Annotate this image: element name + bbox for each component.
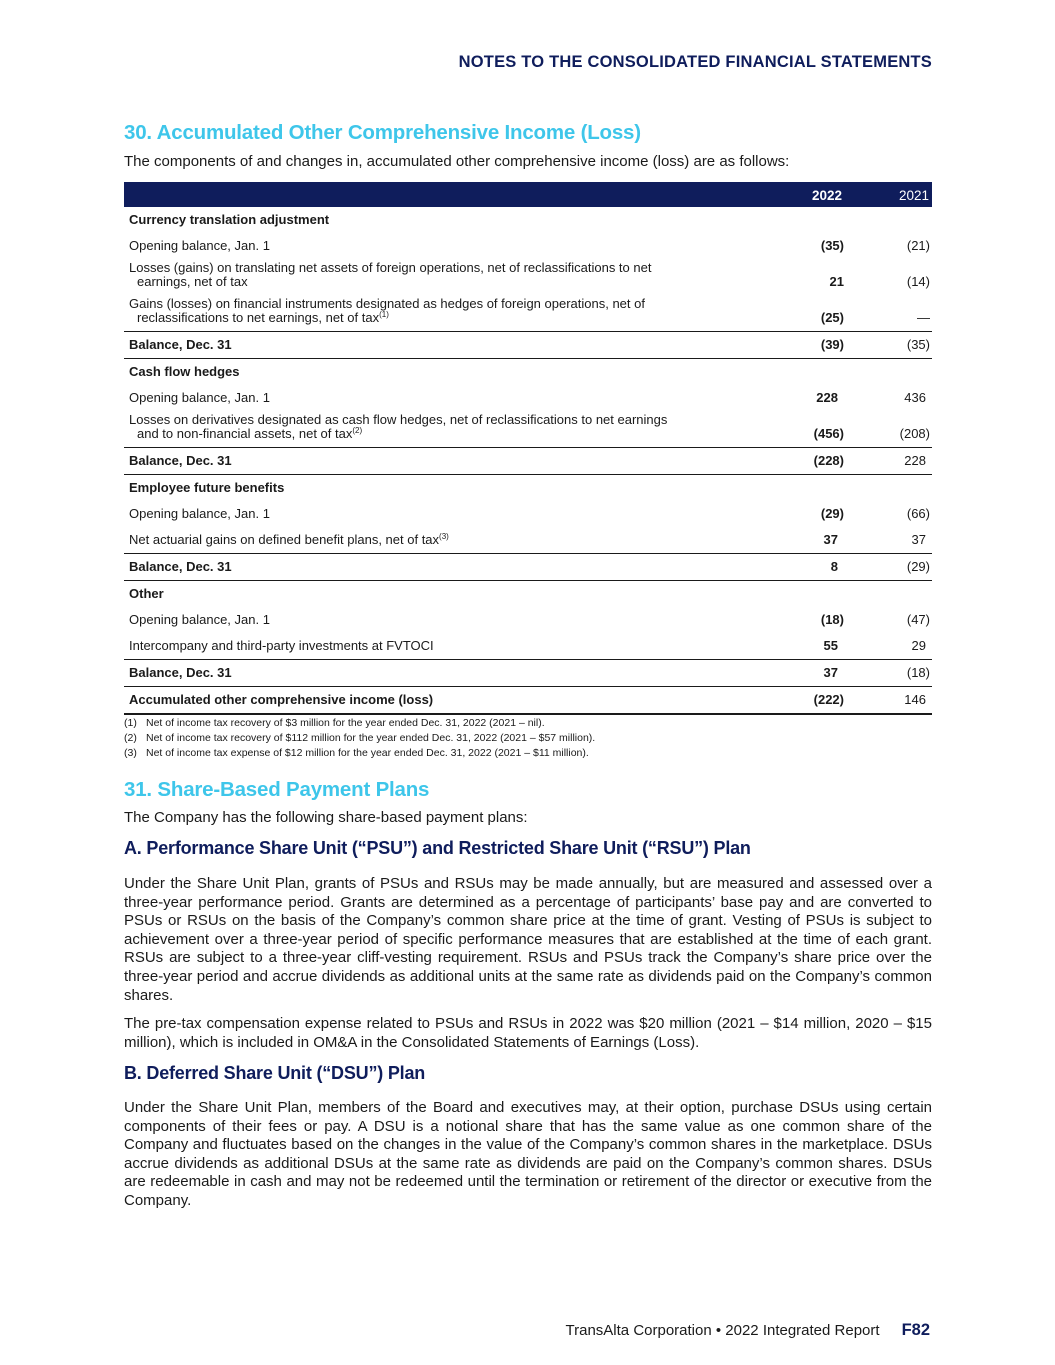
table-row bbox=[124, 331, 932, 358]
value-2021: 436 bbox=[904, 390, 926, 405]
table-row bbox=[124, 686, 932, 715]
row-label: Opening balance, Jan. 1 bbox=[129, 506, 270, 521]
table-row bbox=[124, 527, 932, 553]
value-2021: (29) bbox=[906, 559, 930, 574]
page-footer bbox=[566, 1321, 930, 1340]
row-label: Cash flow hedges bbox=[129, 364, 240, 379]
row-label: Other bbox=[129, 586, 164, 601]
row-label: Losses (gains) on translating net assets of foreign operations, net of reclassifications to net earnings, net of tax bbox=[129, 260, 652, 289]
value-2022: 37 bbox=[823, 532, 838, 547]
row-label: Balance, Dec. 31 bbox=[129, 665, 232, 680]
page-number: F82 bbox=[901, 1321, 930, 1339]
value-2022: 8 bbox=[830, 559, 838, 574]
footnote: (1) Net of income tax recovery of $3 million for the year ended Dec. 31, 2022 (2021 – nil). bbox=[124, 717, 545, 729]
aoci-table bbox=[124, 182, 932, 715]
table-row bbox=[124, 259, 932, 295]
table-row bbox=[124, 633, 932, 659]
value-2022: (222) bbox=[813, 692, 844, 707]
running-header: NOTES TO THE CONSOLIDATED FINANCIAL STATEMENTS bbox=[458, 53, 932, 71]
value-2021: (208) bbox=[899, 426, 930, 441]
row-label: Opening balance, Jan. 1 bbox=[129, 238, 270, 253]
value-2022: 55 bbox=[823, 638, 838, 653]
subsection-b-title: B. Deferred Share Unit (“DSU”) Plan bbox=[124, 1063, 426, 1083]
value-2021: 146 bbox=[904, 692, 926, 707]
value-2022: (29) bbox=[820, 506, 844, 521]
section-30-intro: The components of and changes in, accumulated other comprehensive income (loss) are as follows: bbox=[124, 153, 790, 170]
subsection-b-paragraph-1: Under the Share Unit Plan, members of the Board and executives may, at their option, purchase DSUs using certain components of their fees or pay. A DSU is a notional share that has the same value as one common share of the Company and fluctuates based on the changes in the value of the Company’s common shares in the marketplace. DSUs accrue dividends as additional DSUs at the same rate as dividends are paid on the Company’s common shares. DSUs are redeemable in cash and may not be redeemed until the termination or retirement of the director or executive from the Company. bbox=[124, 1099, 932, 1209]
table-row bbox=[124, 447, 932, 474]
table-row bbox=[124, 358, 932, 385]
table-row bbox=[124, 659, 932, 686]
column-2021: 2021 bbox=[898, 188, 929, 203]
subsection-a-paragraph-1: Under the Share Unit Plan, grants of PSUs and RSUs may be made annually, but are measured and assessed over a three-year performance period. Grants are determined as a percentage of participants’ base pay and are converted to PSUs or RSUs on the basis of the Company’s common share price at the time of grant. Vesting of PSUs is subject to achievement over a three-year period of specific performance measures that are established at the time of each grant. RSUs are subject to a three-year cliff-vesting requirement. RSUs and PSUs track the Company’s share price over the three-year period and accrue dividends as additional units at the same rate as dividends paid on the Company’s common shares. bbox=[124, 875, 932, 1004]
table-row bbox=[124, 295, 932, 331]
row-label: Gains (losses) on financial instruments designated as hedges of foreign operations, net of reclassifications to net earnings, net of tax$^{(1)}$ bbox=[129, 296, 645, 325]
value-2021: (14) bbox=[906, 274, 930, 289]
footnote: (3) Net of income tax expense of $12 million for the year ended Dec. 31, 2022 (2021 – $11 million). bbox=[124, 747, 589, 759]
row-label: Intercompany and third-party investments at FVTOCI bbox=[129, 638, 434, 653]
value-2021: 37 bbox=[911, 532, 926, 547]
row-label: Opening balance, Jan. 1 bbox=[129, 390, 270, 405]
table-row bbox=[124, 207, 932, 233]
table-row bbox=[124, 607, 932, 633]
subsection-a-paragraph-2: The pre-tax compensation expense related to PSUs and RSUs in 2022 was $20 million (2021 – $14 million, 2020 – $15 million), which is included in OM&A in the Consolidated Statements of Earnings (Loss). bbox=[124, 1015, 932, 1051]
footer-text: TransAlta Corporation • 2022 Integrated Report bbox=[565, 1322, 880, 1339]
value-2021: 29 bbox=[911, 638, 926, 653]
value-2021: (18) bbox=[906, 665, 930, 680]
row-label: Employee future benefits bbox=[129, 480, 285, 495]
row-label: Currency translation adjustment bbox=[129, 212, 330, 227]
value-2021: (47) bbox=[906, 612, 930, 627]
value-2022: 228 bbox=[816, 390, 838, 405]
table-row bbox=[124, 411, 932, 447]
table-header bbox=[124, 182, 932, 207]
table-row bbox=[124, 501, 932, 527]
value-2022: 37 bbox=[823, 665, 838, 680]
value-2022: (39) bbox=[820, 337, 844, 352]
value-2022: (25) bbox=[820, 310, 844, 325]
row-label: Accumulated other comprehensive income (loss) bbox=[129, 692, 434, 707]
value-2021: (66) bbox=[906, 506, 930, 521]
row-label: Balance, Dec. 31 bbox=[129, 559, 232, 574]
value-2022: (35) bbox=[820, 238, 844, 253]
value-2022: (228) bbox=[813, 453, 844, 468]
row-label: Opening balance, Jan. 1 bbox=[129, 612, 270, 627]
table-footnotes bbox=[124, 716, 595, 761]
value-2021: (21) bbox=[906, 238, 930, 253]
row-label: Balance, Dec. 31 bbox=[129, 337, 232, 352]
value-2021: 228 bbox=[904, 453, 926, 468]
subsection-a-title: A. Performance Share Unit (“PSU”) and Restricted Share Unit (“RSU”) Plan bbox=[124, 838, 751, 858]
value-2022: 21 bbox=[829, 274, 844, 289]
section-31-intro: The Company has the following share-based payment plans: bbox=[124, 809, 528, 826]
value-2021: (35) bbox=[906, 337, 930, 352]
value-2021: — bbox=[917, 310, 930, 325]
footnote: (2) Net of income tax recovery of $112 million for the year ended Dec. 31, 2022 (2021 – $57 million). bbox=[124, 732, 596, 744]
table-row bbox=[124, 474, 932, 501]
row-label: Losses on derivatives designated as cash flow hedges, net of reclassifications to net earnings and to non-financial assets, net of tax$^{(2)}$ bbox=[129, 412, 668, 441]
table-row bbox=[124, 233, 932, 259]
row-label: Net actuarial gains on defined benefit plans, net of tax$^{(3)}$ bbox=[129, 532, 449, 547]
section-31-title: 31. Share-Based Payment Plans bbox=[124, 778, 430, 801]
row-label: Balance, Dec. 31 bbox=[129, 453, 232, 468]
table-row bbox=[124, 580, 932, 607]
column-2022: 2022 bbox=[811, 188, 842, 203]
value-2022: (456) bbox=[813, 426, 844, 441]
table-row bbox=[124, 553, 932, 580]
table-row bbox=[124, 385, 932, 411]
section-30-title: 30. Accumulated Other Comprehensive Income (Loss) bbox=[124, 121, 641, 144]
value-2022: (18) bbox=[820, 612, 844, 627]
